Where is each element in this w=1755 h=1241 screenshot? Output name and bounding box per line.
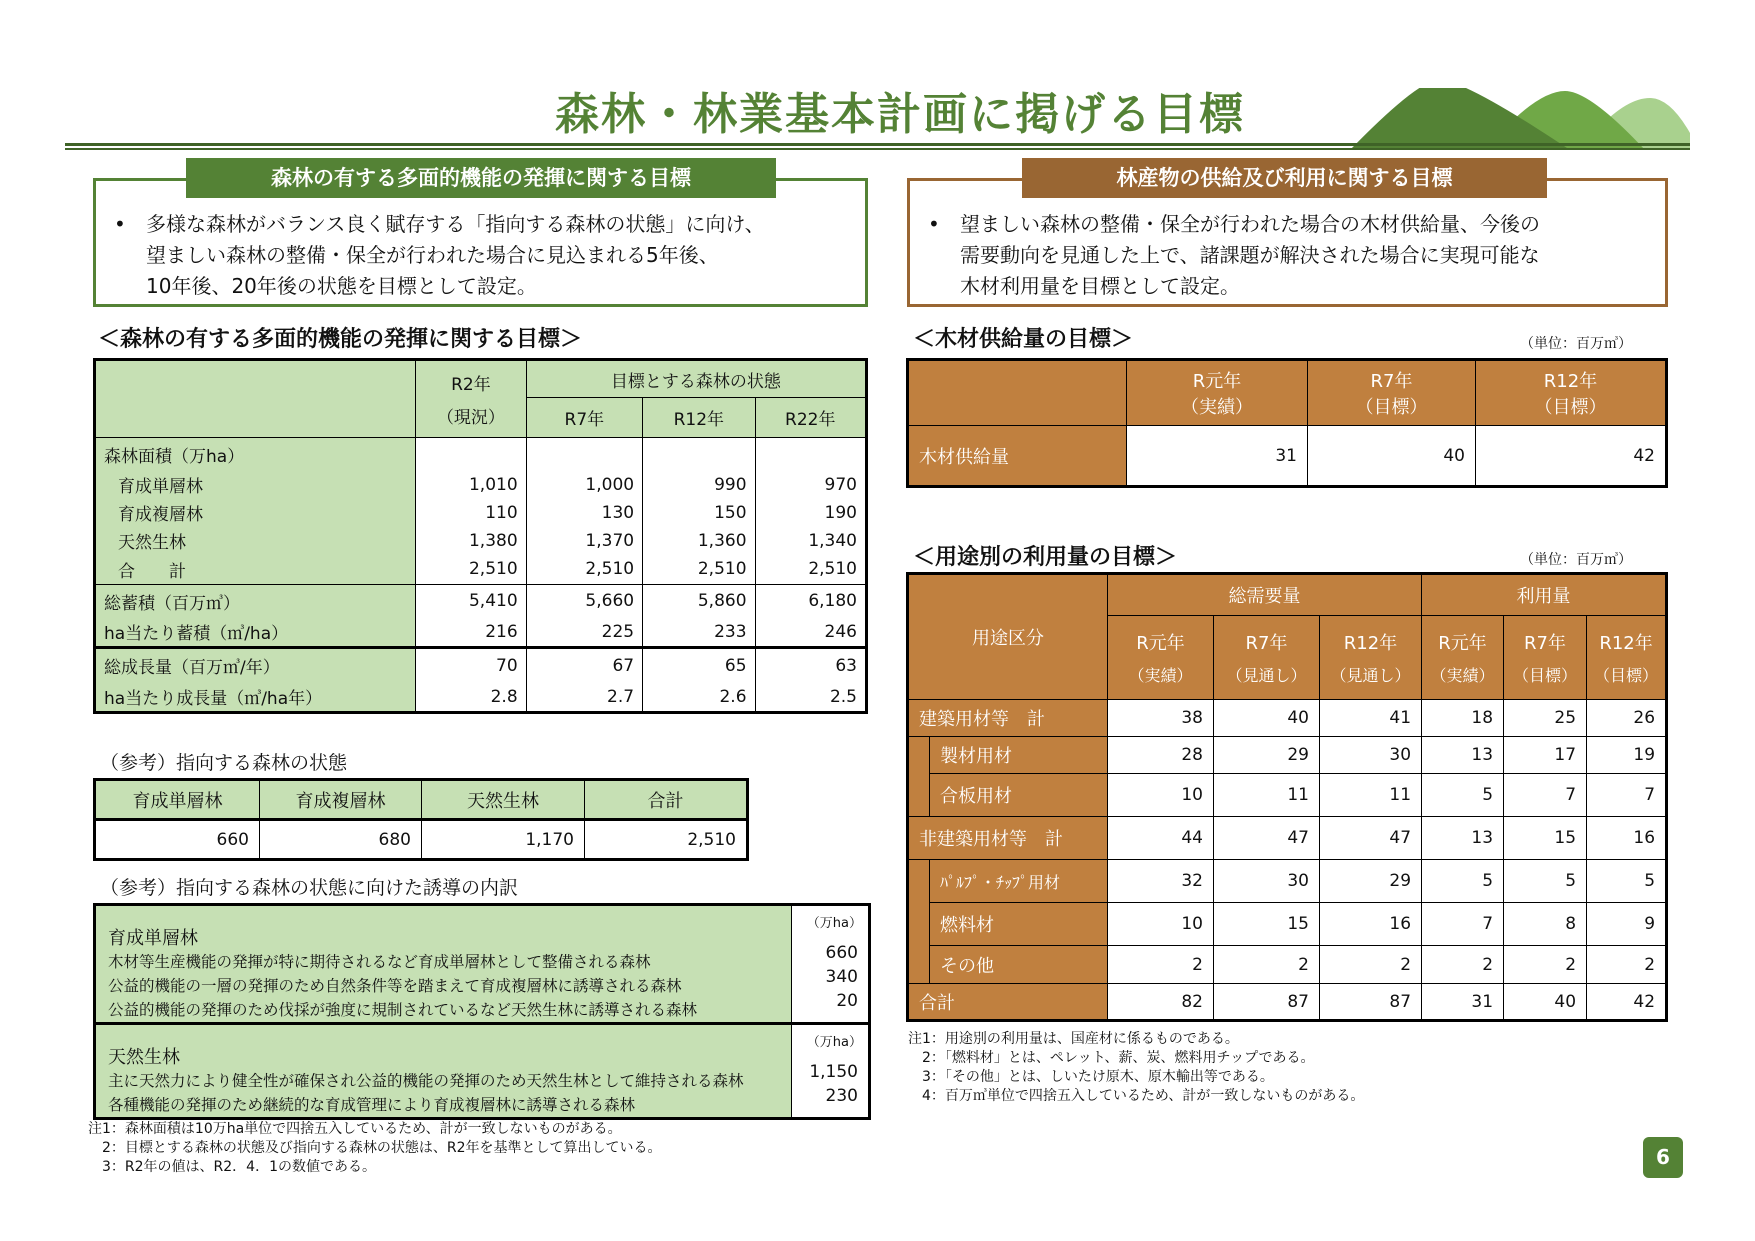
cell: 11 <box>1214 774 1320 817</box>
summary-line: 木材利用量を目標として設定。 <box>960 274 1240 298</box>
cell: 67 <box>526 648 642 683</box>
breakdown-values <box>792 1024 870 1119</box>
page-title: 森林・林業基本計画に掲げる目標 <box>555 89 1245 140</box>
cell: 2 <box>1108 946 1214 984</box>
cell: 29 <box>1214 737 1320 774</box>
cell: 16 <box>1320 903 1422 946</box>
cell: 47 <box>1214 817 1320 860</box>
cell: 40 <box>1214 700 1320 737</box>
cell: 130 <box>526 499 642 527</box>
col-header: 合計 <box>585 780 748 820</box>
header-year: R元年 <box>1192 371 1242 392</box>
indent-stub <box>908 946 930 984</box>
bullet: • <box>114 212 126 236</box>
cell: 18 <box>1422 700 1504 737</box>
cell: 970 <box>755 471 866 499</box>
supply-unit: （単位：百万㎥） <box>1520 336 1632 352</box>
breakdown-values <box>792 905 870 1024</box>
breakdown-item: 主に天然力により健全性が確保され公益的機能の発揮のため天然生林として維持される森林 <box>108 1072 744 1090</box>
cell: 7 <box>1587 774 1667 817</box>
cell: 2 <box>1504 946 1587 984</box>
cell: 2 <box>1422 946 1504 984</box>
table-row <box>95 471 867 499</box>
note-line: 注1：用途別の利用量は、国産材に係るものである。 <box>908 1031 1239 1047</box>
row-label: ha当たり蓄積（㎥/ha） <box>95 618 416 648</box>
row-label: ha当たり成長量（㎥/ha年） <box>95 683 416 713</box>
row-label: 燃料材 <box>930 903 1108 946</box>
breakdown-group <box>95 905 792 1024</box>
col-header <box>1587 616 1667 700</box>
header-year: R12年 <box>1543 371 1598 392</box>
value: 1,150 <box>809 1062 858 1082</box>
cell: 680 <box>260 820 422 860</box>
row-label: 合計 <box>908 984 1108 1021</box>
cell: 2.7 <box>526 683 642 713</box>
table-row <box>95 683 867 713</box>
col-header <box>1108 616 1214 700</box>
cell: 5,660 <box>526 585 642 618</box>
cell: 42 <box>1587 984 1667 1021</box>
cell: 65 <box>643 648 755 683</box>
ref-state-heading: （参考）指向する森林の状態 <box>100 752 348 774</box>
table-row <box>95 555 867 585</box>
table-row-total <box>908 984 1667 1021</box>
row-label: 非建築用材等 計 <box>908 817 1108 860</box>
indent-stub <box>908 737 930 774</box>
note-line: 注1：森林面積は10万ha単位で四捨五入しているため、計が一致しないものがある。 <box>88 1121 622 1137</box>
group-title: 天然生林 <box>108 1047 180 1068</box>
cell: 15 <box>1214 903 1320 946</box>
col-header <box>1320 616 1422 700</box>
cell: 1,380 <box>416 527 526 555</box>
indent-stub <box>908 903 930 946</box>
col-header <box>1214 616 1320 700</box>
left-notes <box>88 1120 662 1177</box>
note-line: 2：「燃料材」とは、ペレット、薪、炭、燃料用チップである。 <box>908 1050 1315 1066</box>
breakdown-item: 各種機能の発揮のため継続的な育成管理により育成複層林に誘導される森林 <box>108 1096 636 1114</box>
cell: 42 <box>1476 426 1667 487</box>
cell: 13 <box>1422 737 1504 774</box>
category-header: 用途区分 <box>908 574 1108 700</box>
cell: 70 <box>416 648 526 683</box>
cell: 38 <box>1108 700 1214 737</box>
table-row <box>95 618 867 648</box>
value: 20 <box>836 991 858 1011</box>
cell: 13 <box>1422 817 1504 860</box>
table-row <box>95 499 867 527</box>
corner-cell <box>95 360 416 438</box>
col-header <box>1422 616 1504 700</box>
forest-targets-table <box>93 358 868 714</box>
cell: 1,000 <box>526 471 642 499</box>
cell: 216 <box>416 618 526 648</box>
summary-line: 10年後、20年後の状態を目標として設定。 <box>146 274 537 298</box>
row-label: 天然生林 <box>95 527 416 555</box>
corner-cell <box>908 360 1127 426</box>
table-row <box>908 774 1667 817</box>
header-kind: （実績） <box>1181 397 1253 418</box>
cell: 16 <box>1587 817 1667 860</box>
summary-line: 望ましい森林の整備・保全が行われた場合の木材供給量、今後の <box>960 212 1540 236</box>
row-label: 建築用材等 計 <box>908 700 1108 737</box>
cell: 233 <box>643 618 755 648</box>
cell: 10 <box>1108 903 1214 946</box>
cell: 15 <box>1504 817 1587 860</box>
cell: 82 <box>1108 984 1214 1021</box>
indent-stub <box>908 774 930 817</box>
group-header-demand: 総需要量 <box>1108 574 1422 616</box>
cell: 44 <box>1108 817 1214 860</box>
breakdown-item: 木材等生産機能の発揮が特に期待されるなど育成単層林として整備される森林 <box>108 953 651 971</box>
value: 340 <box>825 967 858 987</box>
cell: 28 <box>1108 737 1214 774</box>
header-kind: （実績） <box>1128 666 1193 685</box>
cell: 1,010 <box>416 471 526 499</box>
table-row <box>95 648 867 683</box>
cell: 87 <box>1214 984 1320 1021</box>
usage-by-purpose-table <box>906 572 1668 1022</box>
col-header: 天然生林 <box>422 780 585 820</box>
header-kind: （目標） <box>1594 666 1659 685</box>
cell: 2,510 <box>643 555 755 585</box>
cell: 2,510 <box>416 555 526 585</box>
cell: 2 <box>1320 946 1422 984</box>
cell: 63 <box>755 648 866 683</box>
row-label: その他 <box>930 946 1108 984</box>
value: 660 <box>825 943 858 963</box>
cell: 10 <box>1108 774 1214 817</box>
table-row <box>908 817 1667 860</box>
col-header-target-group: 目標とする森林の状態 <box>526 360 866 398</box>
col-header <box>1504 616 1587 700</box>
cell: 2.5 <box>755 683 866 713</box>
col-header <box>1127 360 1308 426</box>
header-kind: （目標） <box>1513 666 1578 685</box>
cell: 190 <box>755 499 866 527</box>
forest-table-heading: ＜森林の有する多面的機能の発揮に関する目標＞ <box>98 327 583 352</box>
cell: 47 <box>1320 817 1422 860</box>
mountains-decoration-icon <box>1350 88 1690 150</box>
cell: 29 <box>1320 860 1422 903</box>
header-kind: （目標） <box>1534 397 1607 418</box>
summary-line: 需要動向を見通した上で、諸課題が解決された場合に実現可能な <box>960 243 1540 267</box>
indent-stub <box>908 860 930 903</box>
summary-line: 多様な森林がバランス良く賦存する「指向する森林の状態」に向け、 <box>146 212 765 236</box>
cell: 11 <box>1320 774 1422 817</box>
header-kind: （目標） <box>1355 397 1428 418</box>
cell: 1,360 <box>643 527 755 555</box>
unit-label: （万ha） <box>806 1035 862 1050</box>
group-header-usage: 利用量 <box>1422 574 1667 616</box>
col-header: 育成単層林 <box>95 780 260 820</box>
cell: 8 <box>1504 903 1587 946</box>
cell: 19 <box>1587 737 1667 774</box>
cell: 1,340 <box>755 527 866 555</box>
breakdown-heading: （参考）指向する森林の状態に向けた誘導の内訳 <box>100 877 519 899</box>
cell: 150 <box>643 499 755 527</box>
row-label: 合 計 <box>95 555 416 585</box>
page-number-badge: 6 <box>1643 1137 1683 1178</box>
col-header-r22: R22年 <box>755 398 866 438</box>
header-year: R元年 <box>1136 633 1185 654</box>
header-year: R元年 <box>1438 633 1487 654</box>
cell: 25 <box>1504 700 1587 737</box>
cell: 2 <box>1214 946 1320 984</box>
cell: 246 <box>755 618 866 648</box>
header-kind: （実績） <box>1430 666 1495 685</box>
row-label: 育成複層林 <box>95 499 416 527</box>
value: 230 <box>825 1086 858 1106</box>
col-header-r12: R12年 <box>643 398 755 438</box>
row-label: 総成長量（百万㎥/年） <box>95 648 416 683</box>
col-header-current <box>416 360 526 438</box>
bullet: • <box>928 212 940 236</box>
cell: 26 <box>1587 700 1667 737</box>
cell: 5,860 <box>643 585 755 618</box>
cell: 5 <box>1587 860 1667 903</box>
breakdown-group <box>95 1024 792 1119</box>
cell: 2.8 <box>416 683 526 713</box>
row-label-area: 森林面積（万ha） <box>95 438 416 471</box>
cell: 2.6 <box>643 683 755 713</box>
breakdown-item: 公益的機能の発揮のため伐採が強度に規制されているなど天然生林に誘導される森林 <box>108 1001 698 1019</box>
supply-table-heading: ＜木材供給量の目標＞ <box>913 327 1134 352</box>
cell: 2,510 <box>526 555 642 585</box>
header-kind: （見通し） <box>1330 666 1411 685</box>
left-section-label: 森林の有する多面的機能の発揮に関する目標 <box>186 158 776 198</box>
cell: 5 <box>1422 774 1504 817</box>
cell: 40 <box>1308 426 1476 487</box>
cell: 110 <box>416 499 526 527</box>
row-label: 合板用材 <box>930 774 1108 817</box>
cell: 2,510 <box>755 555 866 585</box>
cell: 6,180 <box>755 585 866 618</box>
table-row <box>908 860 1667 903</box>
group-title: 育成単層林 <box>108 928 198 949</box>
cell: 31 <box>1422 984 1504 1021</box>
wood-supply-table <box>906 358 1668 488</box>
cell: 41 <box>1320 700 1422 737</box>
cell: 30 <box>1214 860 1320 903</box>
header-year: R7年 <box>1370 371 1413 392</box>
cell: 2 <box>1587 946 1667 984</box>
right-section-label: 林産物の供給及び利用に関する目標 <box>1022 158 1547 198</box>
note-line: 3：R2年の値は、R2．4．1の数値である。 <box>88 1159 376 1175</box>
cell: 1,170 <box>422 820 585 860</box>
row-label: 総蓄積（百万㎥） <box>95 585 416 618</box>
header-year: R7年 <box>1245 633 1288 654</box>
header-rule <box>65 143 1690 146</box>
table-row <box>95 585 867 618</box>
cell: 990 <box>643 471 755 499</box>
header-year: R7年 <box>1524 633 1566 654</box>
table-row <box>908 903 1667 946</box>
header-kind: （見通し） <box>1226 666 1307 685</box>
header-rule-thin <box>65 148 1690 150</box>
cell: 40 <box>1504 984 1587 1021</box>
usage-table-heading: ＜用途別の利用量の目標＞ <box>913 545 1178 570</box>
cell: 5 <box>1504 860 1587 903</box>
cell: 9 <box>1587 903 1667 946</box>
col-header: 育成複層林 <box>260 780 422 820</box>
row-label: 育成単層林 <box>95 471 416 499</box>
cell: 1,370 <box>526 527 642 555</box>
cell: 30 <box>1320 737 1422 774</box>
header-year: R12年 <box>1343 633 1398 654</box>
note-line: 2：目標とする森林の状態及び指向する森林の状態は、R2年を基準として算出している。 <box>88 1140 662 1156</box>
cell: 31 <box>1127 426 1308 487</box>
cell: 7 <box>1422 903 1504 946</box>
cell: 5,410 <box>416 585 526 618</box>
cell: 5 <box>1422 860 1504 903</box>
breakdown-table <box>93 903 871 1120</box>
cell: 17 <box>1504 737 1587 774</box>
col-header <box>1308 360 1476 426</box>
usage-unit: （単位：百万㎥） <box>1520 552 1632 568</box>
summary-line: 望ましい森林の整備・保全が行われた場合に見込まれる5年後、 <box>146 243 719 267</box>
row-label: 製材用材 <box>930 737 1108 774</box>
table-row <box>908 737 1667 774</box>
table-row <box>908 946 1667 984</box>
header-text: R2年 <box>451 375 491 395</box>
ref-state-table <box>93 778 749 861</box>
right-notes <box>908 1030 1364 1106</box>
header-text: （現況） <box>436 408 505 428</box>
note-line: 3：「その他」とは、しいたけ原木、原木輸出等である。 <box>908 1069 1274 1085</box>
cell: 7 <box>1504 774 1587 817</box>
breakdown-item: 公益的機能の一層の発揮のため自然条件等を踏まえて育成複層林に誘導される森林 <box>108 977 682 995</box>
unit-label: （万ha） <box>806 916 862 931</box>
cell: 32 <box>1108 860 1214 903</box>
row-label: ﾊﾟﾙﾌﾟ・ﾁｯﾌﾟ用材 <box>930 860 1108 903</box>
col-header-r7: R7年 <box>526 398 642 438</box>
header-year: R12年 <box>1599 633 1653 654</box>
table-row <box>908 700 1667 737</box>
note-line: 4：百万㎥単位で四捨五入しているため、計が一致しないものがある。 <box>908 1088 1365 1104</box>
cell: 225 <box>526 618 642 648</box>
cell: 87 <box>1320 984 1422 1021</box>
cell: 660 <box>95 820 260 860</box>
cell: 2,510 <box>585 820 748 860</box>
col-header <box>1476 360 1667 426</box>
row-label: 木材供給量 <box>908 426 1127 487</box>
table-row <box>95 527 867 555</box>
